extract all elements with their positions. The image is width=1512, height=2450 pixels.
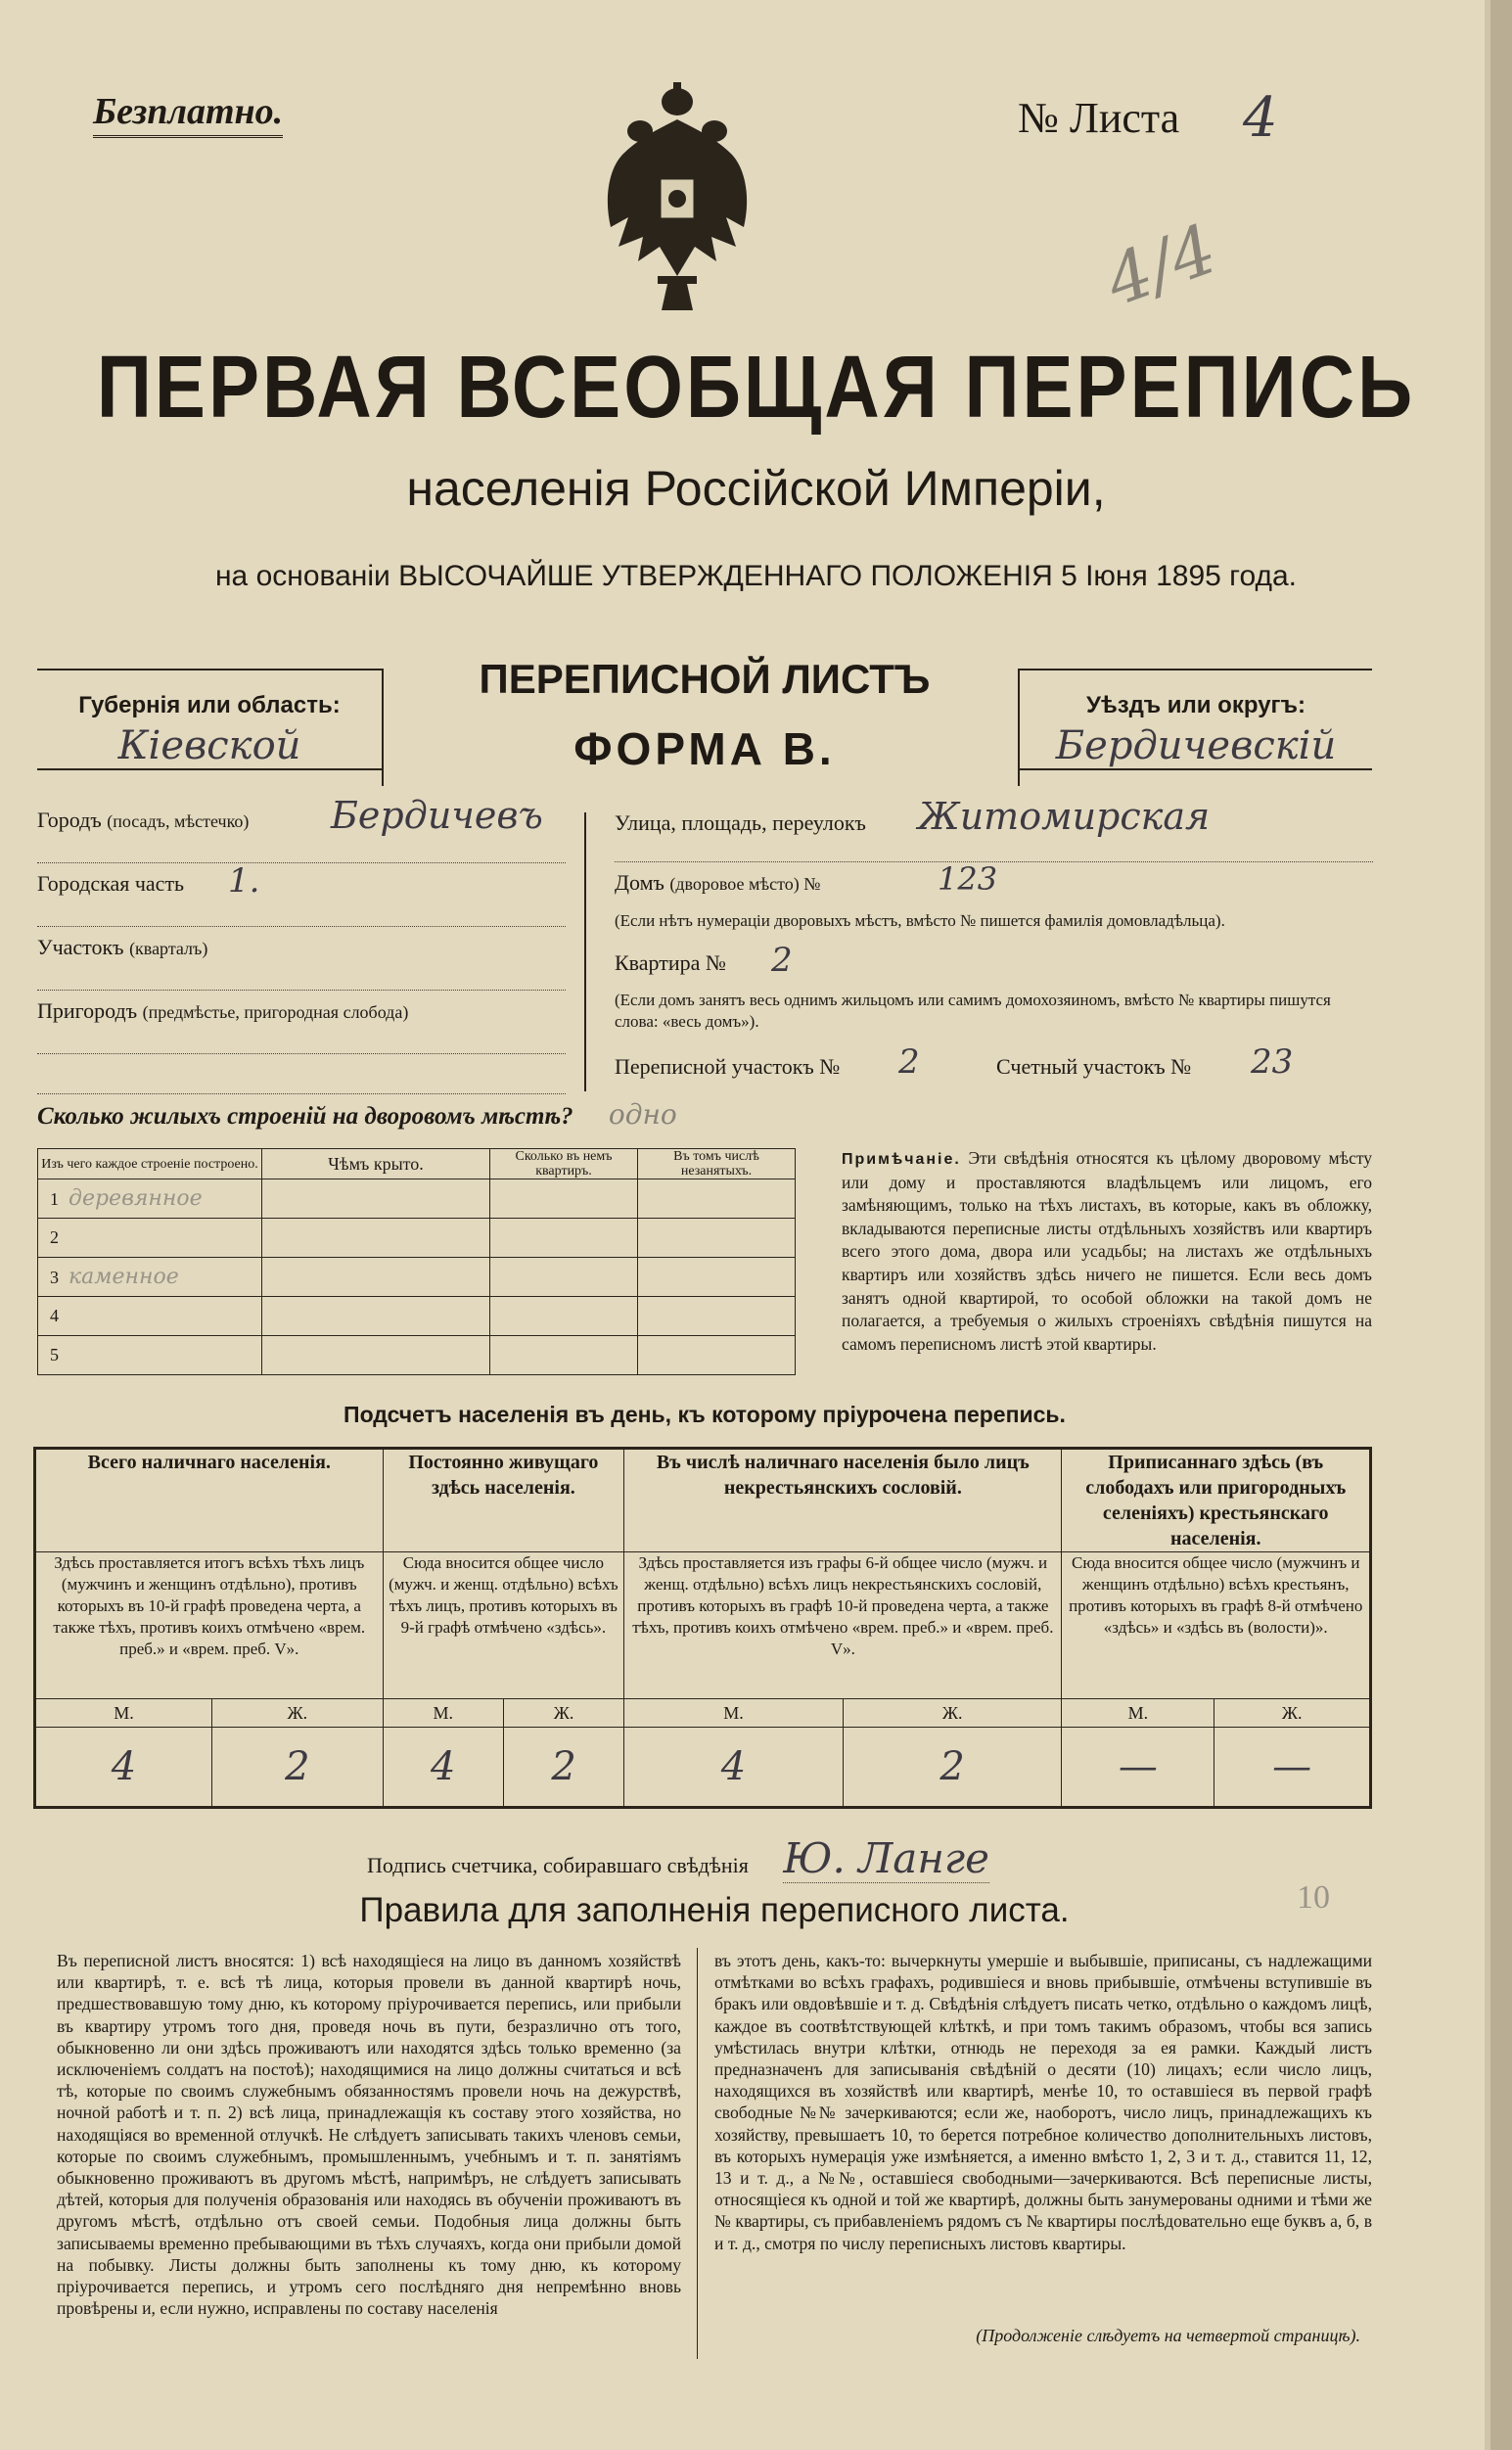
suburb-hint: (предмѣстье, пригородная слобода) bbox=[142, 1002, 409, 1022]
permanent-female-value[interactable]: 2 bbox=[503, 1728, 623, 1808]
rules-divider bbox=[697, 1948, 698, 2359]
district-box bbox=[1018, 669, 1372, 786]
row3-material[interactable]: каменное bbox=[69, 1265, 179, 1289]
population-count-table bbox=[33, 1447, 1372, 1809]
apt-label: Квартира № bbox=[615, 950, 726, 975]
form-name: ПЕРЕПИСНОЙ ЛИСТЪ bbox=[479, 656, 931, 702]
city-label: Городъ bbox=[37, 808, 102, 832]
vacant-cell[interactable] bbox=[638, 1179, 796, 1219]
province-value[interactable]: Кіевской bbox=[37, 723, 382, 770]
roof-cell[interactable] bbox=[262, 1336, 490, 1375]
street-row bbox=[615, 795, 1373, 862]
non-peasant-male-value[interactable]: 4 bbox=[624, 1728, 844, 1808]
count-area-value[interactable]: 23 bbox=[1251, 1042, 1294, 1082]
buildings-header-vacant: Въ томъ числѣ незанятыхъ. bbox=[638, 1149, 796, 1179]
row-number: 2 bbox=[50, 1227, 59, 1247]
row-number: 5 bbox=[50, 1345, 59, 1364]
buildings-question-text: Сколько жилыхъ строеній на дворовомъ мѣстѣ? bbox=[37, 1103, 573, 1130]
male-header: М. bbox=[383, 1699, 503, 1728]
rules-right-column: въ этотъ день, какъ-то: вычеркнуты умершіе и выбывшіе, приписаны, съ надлежащими отмѣтками во всѣхъ графахъ, родившіеся и вновь прибывшіе, отмѣчены вступившіе въ бракъ или овдовѣвшіе и т. д. Свѣдѣнія слѣдуетъ писать четко, отдѣльно о каждомъ лицѣ, каждое въ соотвѣтствующей клѣткѣ, и при томъ такимъ образомъ, чтобы вся запись умѣстилась внутри клѣтки, отнюдь не переходя за ея рамки. Каждый листъ предназначенъ для записыванія свѣдѣній о десяти (10) лицахъ; если число лицъ, находящихся въ хозяйствѣ или квартирѣ, менѣе 10, то оставшіеся въ первой графѣ свободные №№ зачеркиваются; если же, наоборотъ, число лицъ, принадлежащихъ къ хозяйству, превышаетъ 10, то берется потребное количество дополнительныхъ листовъ, въ которыхъ нумерація уже измѣняется, а именно вмѣсто 1, 2, 3 и т. д., ставится 11, 12, 13 и т. д., а №№, оставшіеся свободными—зачеркиваются. Всѣ переписные листы, относящіеся къ одной и той же квартирѣ, должны быть занумерованы одними и тѣми же № квартиры, съ прибавленіемъ рядомъ съ № квартиры послѣдовательно еще буквъ а, б, в и т. д., смотря по числу переписныхъ листовъ квартиры. bbox=[714, 1951, 1372, 2253]
vacant-cell[interactable] bbox=[638, 1258, 796, 1297]
apartments-cell[interactable] bbox=[490, 1297, 638, 1336]
province-box bbox=[37, 669, 384, 786]
buildings-answer[interactable]: одно bbox=[608, 1098, 677, 1131]
male-header: М. bbox=[1062, 1699, 1214, 1728]
house-hint: (дворовое мѣсто) № bbox=[669, 874, 821, 894]
col-peasant-desc: Сюда вносится общее число (мужчинъ и женщинъ отдѣльно) всѣхъ крестьянъ, противъ которыхъ въ графѣ 8-й отмѣчено «здѣсь» и «здѣсь въ (волости)». bbox=[1062, 1552, 1371, 1699]
note-text: Эти свѣдѣнія относятся къ цѣлому дворовому мѣсту или дому и проставляются владѣльцемъ или лицомъ, его замѣняющимъ, только на тѣхъ листахъ, въ которые, какъ въ обложку, вкладываются переписные листы отдѣльныхъ хозяйствъ или квартиръ всего этого дома, двора или усадьбы; на листахъ же отдѣльныхъ квартиръ или хозяйствъ здѣсь ничего не пишется. Если весь домъ занятъ одной квартирой, то особой обложки на такой домъ не полагается, а требуемыя о жилыхъ строеніяхъ свѣдѣнія пишутся на самомъ переписномъ листѣ этой квартиры. bbox=[842, 1148, 1372, 1354]
address-divider bbox=[584, 812, 586, 1091]
female-header: Ж. bbox=[503, 1699, 623, 1728]
signature-value[interactable]: Ю. Ланге bbox=[783, 1834, 989, 1882]
count-area-label: Счетный участокъ № bbox=[996, 1054, 1192, 1079]
buildings-row bbox=[38, 1219, 796, 1258]
precinct-row bbox=[37, 935, 566, 991]
vacant-cell[interactable] bbox=[638, 1219, 796, 1258]
city-value[interactable]: Бердичевъ bbox=[331, 794, 543, 837]
note-title: Примѣчаніе. bbox=[842, 1151, 961, 1168]
vacant-cell[interactable] bbox=[638, 1297, 796, 1336]
female-header: Ж. bbox=[1214, 1699, 1371, 1728]
row-number: 1 bbox=[50, 1189, 59, 1209]
buildings-table bbox=[37, 1148, 796, 1375]
suburb-label: Пригородъ bbox=[37, 998, 138, 1023]
row1-material[interactable]: деревянное bbox=[69, 1186, 203, 1211]
female-header: Ж. bbox=[843, 1699, 1062, 1728]
note-block bbox=[842, 1147, 1372, 1356]
free-label: Безплатно. bbox=[93, 90, 283, 138]
male-header: М. bbox=[35, 1699, 212, 1728]
row-number: 4 bbox=[50, 1306, 59, 1325]
signature-row bbox=[367, 1834, 1072, 1882]
apt-row bbox=[615, 941, 1373, 990]
row-number: 3 bbox=[50, 1268, 59, 1287]
coat-of-arms-icon bbox=[599, 80, 756, 315]
suburb-row bbox=[37, 998, 566, 1054]
peasant-male-value[interactable]: — bbox=[1062, 1728, 1214, 1808]
city-part-label: Городская часть bbox=[37, 871, 185, 896]
total-female-value[interactable]: 2 bbox=[212, 1728, 384, 1808]
buildings-header-apartments: Сколько въ немъ квартиръ. bbox=[490, 1149, 638, 1179]
roof-cell[interactable] bbox=[262, 1179, 490, 1219]
col-permanent-desc: Сюда вносится общее число (мужч. и женщ. отдѣльно) всѣхъ тѣхъ лицъ, противъ которыхъ въ 9-й графѣ отмѣчено «здѣсь». bbox=[383, 1552, 624, 1699]
census-area-label: Переписной участокъ № bbox=[615, 1054, 841, 1079]
permanent-male-value[interactable]: 4 bbox=[383, 1728, 503, 1808]
rules-heading: Правила для заполненія переписного листа. bbox=[359, 1891, 1070, 1929]
apt-value[interactable]: 2 bbox=[771, 941, 793, 980]
buildings-row bbox=[38, 1179, 796, 1219]
apartments-cell[interactable] bbox=[490, 1219, 638, 1258]
pencil-mark: 4/4 bbox=[1095, 208, 1227, 322]
non-peasant-female-value[interactable]: 2 bbox=[843, 1728, 1062, 1808]
buildings-row bbox=[38, 1258, 796, 1297]
sheet-number-value: 4 bbox=[1243, 86, 1278, 150]
buildings-question bbox=[37, 1098, 677, 1131]
col-peasant-title: Приписаннаго здѣсь (въ слободахъ или пригородныхъ селеніяхъ) крестьянскаго населенія. bbox=[1062, 1449, 1371, 1552]
city-hint: (посадъ, мѣстечко) bbox=[107, 811, 250, 831]
house-row bbox=[615, 860, 1373, 911]
street-label: Улица, площадь, переулокъ bbox=[615, 810, 866, 835]
city-part-row bbox=[37, 861, 566, 927]
street-value[interactable]: Житомирская bbox=[918, 795, 1211, 838]
count-heading: Подсчетъ населенія въ день, къ которому пріурочена перепись. bbox=[344, 1402, 1066, 1427]
basis-line: на основаніи ВЫСОЧАЙШЕ УТВЕРЖДЕННАГО ПОЛОЖЕНІЯ 5 Іюня 1895 года. bbox=[214, 560, 1297, 592]
house-value[interactable]: 123 bbox=[938, 860, 998, 898]
buildings-row bbox=[38, 1336, 796, 1375]
col-permanent-title: Постоянно живущаго здѣсь населенія. bbox=[383, 1449, 624, 1552]
male-header: М. bbox=[624, 1699, 844, 1728]
apartments-cell[interactable] bbox=[490, 1336, 638, 1375]
sheet-number-label: № Листа bbox=[1018, 94, 1180, 142]
city-part-value[interactable]: 1. bbox=[228, 861, 260, 901]
buildings-header-roof: Чѣмъ крыто. bbox=[262, 1149, 490, 1179]
apartments-cell[interactable] bbox=[490, 1258, 638, 1297]
margin-number: 10 bbox=[1297, 1879, 1330, 1916]
female-header: Ж. bbox=[212, 1699, 384, 1728]
address-right bbox=[615, 795, 1373, 1093]
col-non-peasant-desc: Здѣсь проставляется изъ графы 6-й общее число (мужч. и женщ. отдѣльно) всѣхъ лицъ некрестьянскихъ сословій, противъ которыхъ въ графѣ 10-й проведена черта, а также тѣхъ, противъ коихъ отмѣчено «врем. преб.» и «врем. преб. V». bbox=[624, 1552, 1062, 1699]
roof-cell[interactable] bbox=[262, 1219, 490, 1258]
census-area-row bbox=[615, 1042, 1373, 1093]
rules-left-column: Въ переписной листъ вносятся: 1) всѣ находящіеся на лицо въ данномъ хозяйствѣ или квартирѣ, т. е. всѣ тѣ лица, которыя провели въ данной квартирѣ ночь, предшествовавшую тому дню, къ которому пріурочивается перепись, или прибыли въ квартиру утромъ того дня, проведя ночь въ пути, безразлично отъ того, обыкновенно ли они здѣсь проживаютъ или находятся здѣсь только временно (за исключеніемъ солдатъ на постоѣ); находящимися на лицо должны считаться и всѣ тѣ, которые по своимъ служебнымъ обязанностямъ провели ночь на дежурствѣ, ночной работѣ и т. п. 2) всѣ лица, принадлежащія къ составу этого хозяйства, но находящіяся во временной отлучкѣ. Не слѣдуетъ записывать такихъ членовъ семьи, которые по своимъ служебнымъ, промышленнымъ, учебнымъ и т. п. занятіямъ обыкновенно проживаютъ въ другомъ мѣстѣ, напримѣръ, не слѣдуетъ записывать дѣтей, которыя для полученія образованія или находясь въ обученіи проживаютъ въ другомъ мѣстѣ, отдѣльно отъ своей семьи. Подобныя лица должны быть записываемы временно пребывающими въ тѣхъ случаяхъ, когда они прибыли домой на побывку. Листы должны быть заполнены къ тому дню, къ которому пріурочивается перепись, и утромъ сего послѣдняго дня непремѣнно вновь провѣрены и, если нужно, исправлены по составу населенія bbox=[57, 1951, 681, 2319]
roof-cell[interactable] bbox=[262, 1258, 490, 1297]
total-male-value[interactable]: 4 bbox=[35, 1728, 212, 1808]
city-row bbox=[37, 794, 566, 863]
peasant-female-value[interactable]: — bbox=[1214, 1728, 1371, 1808]
house-label: Домъ bbox=[615, 870, 664, 895]
precinct-label: Участокъ bbox=[37, 935, 124, 959]
apt-note: (Если домъ занятъ весь однимъ жильцомъ или самимъ домохозяиномъ, вмѣсто № квартиры пишутся слова: «весь домъ»). bbox=[615, 991, 1331, 1031]
subtitle: населенія Россійской Имперіи, bbox=[406, 461, 1106, 516]
signature-label: Подпись счетчика, собиравшаго свѣдѣнія bbox=[367, 1853, 749, 1877]
buildings-row bbox=[38, 1297, 796, 1336]
buildings-header-material: Изъ чего каждое строеніе построено. bbox=[38, 1149, 262, 1179]
vacant-cell[interactable] bbox=[638, 1336, 796, 1375]
province-label: Губернія или область: bbox=[78, 692, 341, 718]
rules-continue: (Продолженіе слѣдуетъ на четвертой страницѣ). bbox=[976, 2326, 1360, 2345]
roof-cell[interactable] bbox=[262, 1297, 490, 1336]
district-label: Уѣздъ или округъ: bbox=[1085, 692, 1306, 718]
house-note: (Если нѣтъ нумераціи дворовыхъ мѣстъ, вмѣсто № пишется фамилія домовладѣльца). bbox=[615, 911, 1225, 930]
main-title: ПЕРВАЯ ВСЕОБЩАЯ ПЕРЕПИСЬ bbox=[96, 337, 1416, 437]
apartments-cell[interactable] bbox=[490, 1179, 638, 1219]
address-left bbox=[37, 794, 566, 1094]
col-non-peasant-title: Въ числѣ наличнаго населенія было лицъ некрестьянскихъ сословій. bbox=[624, 1449, 1062, 1552]
census-area-value[interactable]: 2 bbox=[898, 1042, 920, 1082]
form-type: ФОРМА В. bbox=[573, 723, 836, 774]
precinct-hint: (кварталъ) bbox=[129, 939, 208, 958]
district-value[interactable]: Бердичевскій bbox=[1020, 723, 1372, 770]
col-total-title: Всего наличнаго населенія. bbox=[35, 1449, 384, 1552]
blank-row bbox=[37, 1054, 566, 1094]
col-total-desc: Здѣсь проставляется итогъ всѣхъ тѣхъ лицъ (мужчинъ и женщинъ отдѣльно), противъ которыхъ въ 10-й графѣ проведена черта, а также тѣхъ, противъ коихъ отмѣчено «врем. преб.» и «врем. преб. V». bbox=[35, 1552, 384, 1699]
